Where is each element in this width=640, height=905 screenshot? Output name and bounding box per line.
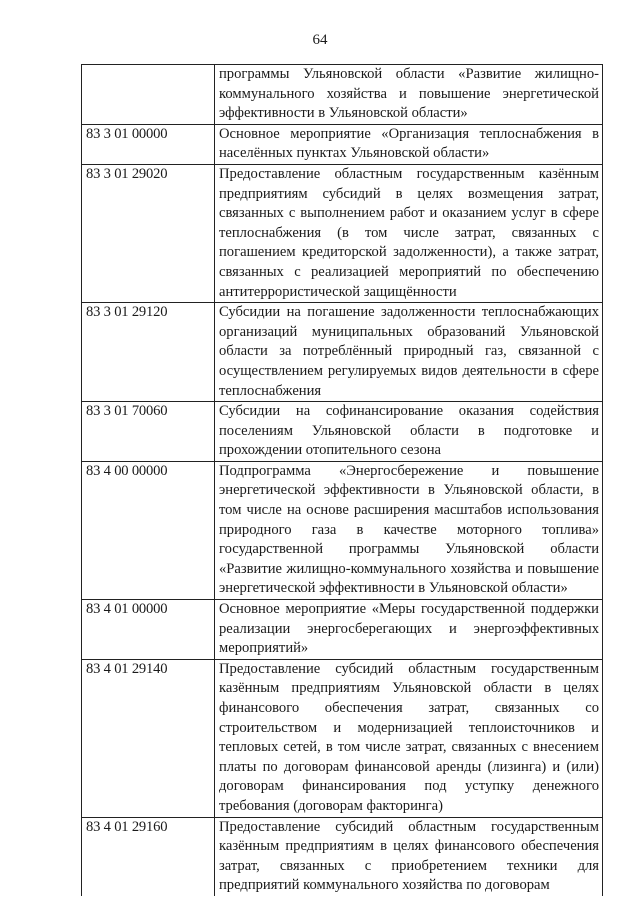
row-code: 83 4 01 29160 <box>82 817 215 896</box>
row-description: Предоставление областным государственным казённым предприятиям субсидий в целях возмещения затрат, связанных с выполнением работ и оказанием услуг в сфере теплоснабжения (в том числе затрат, связанных с погашением кредиторской задолженности), а также затрат, связанных с реализацией мероприятий по обеспечению антитеррористической защищённости <box>215 164 603 302</box>
row-code: 83 4 01 00000 <box>82 600 215 660</box>
row-code: 83 3 01 70060 <box>82 402 215 462</box>
row-code: 83 3 01 29120 <box>82 303 215 402</box>
row-code: 83 3 01 29020 <box>82 164 215 302</box>
row-description: программы Ульяновской области «Развитие жилищно-коммунального хозяйства и повышение энергетической эффективности в Ульяновской области» <box>215 65 603 125</box>
row-description: Предоставление субсидий областным государственным казённым предприятиям Ульяновской области в целях финансового обеспечения затрат, связанных со строительством и модернизацией теплоисточников и тепловых сетей, в том числе затрат, связанных с внесением платы по договорам финансовой аренды (лизинга) и (или) договорам финансирования под уступку денежного требования (договорам факторинга) <box>215 659 603 817</box>
row-code: 83 3 01 00000 <box>82 124 215 164</box>
page-number: 64 <box>312 32 328 48</box>
table-row <box>82 124 603 164</box>
row-description: Основное мероприятие «Организация теплоснабжения в населённых пунктах Ульяновской области» <box>215 124 603 164</box>
table-row <box>82 461 603 599</box>
table-row <box>82 164 603 302</box>
budget-classification-table <box>81 64 603 896</box>
table-row <box>82 402 603 462</box>
table-row <box>82 303 603 402</box>
row-code: 83 4 01 29140 <box>82 659 215 817</box>
table-row <box>82 65 603 125</box>
row-description: Подпрограмма «Энергосбережение и повышение энергетической эффективности в Ульяновской области, в том числе на основе расширения масштабов использования природного газа в качестве моторного топлива» государственной программы Ульяновской области «Развитие жилищно-коммунального хозяйства и повышение энергетической эффективности в Ульяновской области» <box>215 461 603 599</box>
row-description: Субсидии на софинансирование оказания содействия поселениям Ульяновской области в подготовке и прохождении отопительного сезона <box>215 402 603 462</box>
table-row <box>82 600 603 660</box>
table-row <box>82 817 603 896</box>
row-code: 83 4 00 00000 <box>82 461 215 599</box>
row-code <box>82 65 215 125</box>
row-description: Субсидии на погашение задолженности теплоснабжающих организаций муниципальных образований Ульяновской области за потреблённый природный газ, связанной с осуществлением регулируемых видов деятельности в сфере теплоснабжения <box>215 303 603 402</box>
table-row <box>82 659 603 817</box>
row-description: Основное мероприятие «Меры государственной поддержки реализации энергосберегающих и энергоэффективных мероприятий» <box>215 600 603 660</box>
row-description: Предоставление субсидий областным государственным казённым предприятиям в целях финансового обеспечения затрат, связанных с приобретением техники для предприятий коммунального хозяйства по договорам <box>215 817 603 896</box>
